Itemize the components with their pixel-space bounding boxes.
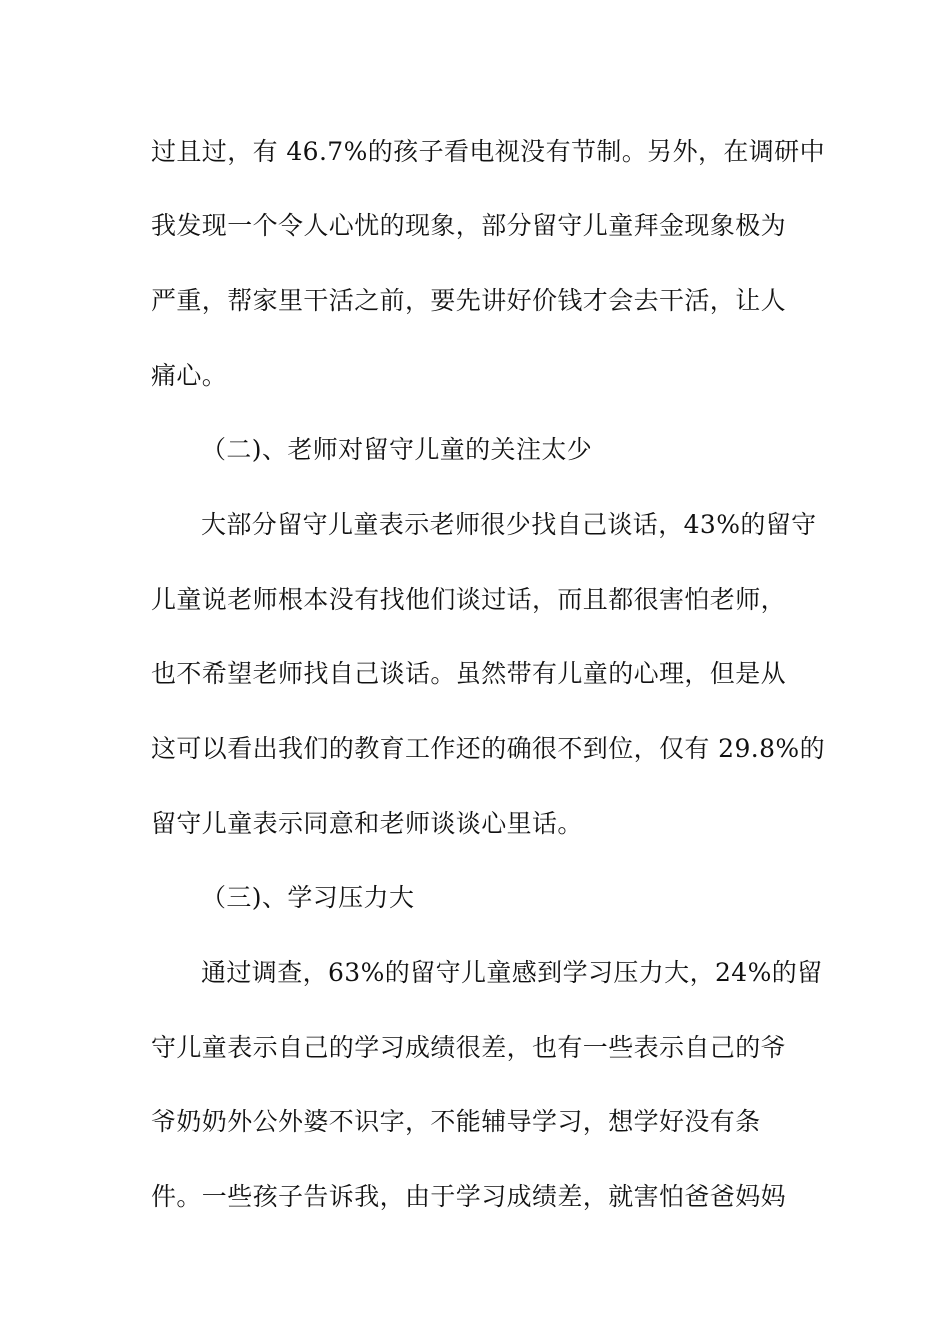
text-line: 我发现一个令人心忧的现象，部分留守儿童拜金现象极为 [151, 211, 787, 240]
text-line: 儿童说老师根本没有找他们谈过话，而且都很害怕老师， [151, 585, 787, 614]
text-line: 也不希望老师找自己谈话。虽然带有儿童的心理，但是从 [151, 659, 787, 688]
text-line: 爷奶奶外公外婆不识字，不能辅导学习，想学好没有条 [151, 1107, 761, 1136]
text-line: 痛心。 [151, 361, 228, 390]
text-line: 大部分留守儿童表示老师很少找自己谈话，43%的留守 [201, 510, 817, 539]
section-heading: （三)、学习压力大 [201, 883, 415, 912]
text-line: 件。一些孩子告诉我，由于学习成绩差，就害怕爸爸妈妈 [151, 1182, 787, 1211]
text-line: 过且过，有 46.7%的孩子看电视没有节制。另外，在调研中 [151, 137, 825, 166]
section-heading: （二)、老师对留守儿童的关注太少 [201, 435, 593, 464]
text-line: 严重，帮家里干活之前，要先讲好价钱才会去干活，让人 [151, 286, 787, 315]
text-line: 这可以看出我们的教育工作还的确很不到位，仅有 29.8%的 [151, 734, 825, 763]
text-line: 通过调查，63%的留守儿童感到学习压力大，24%的留 [201, 958, 823, 987]
text-line: 守儿童表示自己的学习成绩很差，也有一些表示自己的爷 [151, 1033, 787, 1062]
text-line: 留守儿童表示同意和老师谈谈心里话。 [151, 809, 583, 838]
